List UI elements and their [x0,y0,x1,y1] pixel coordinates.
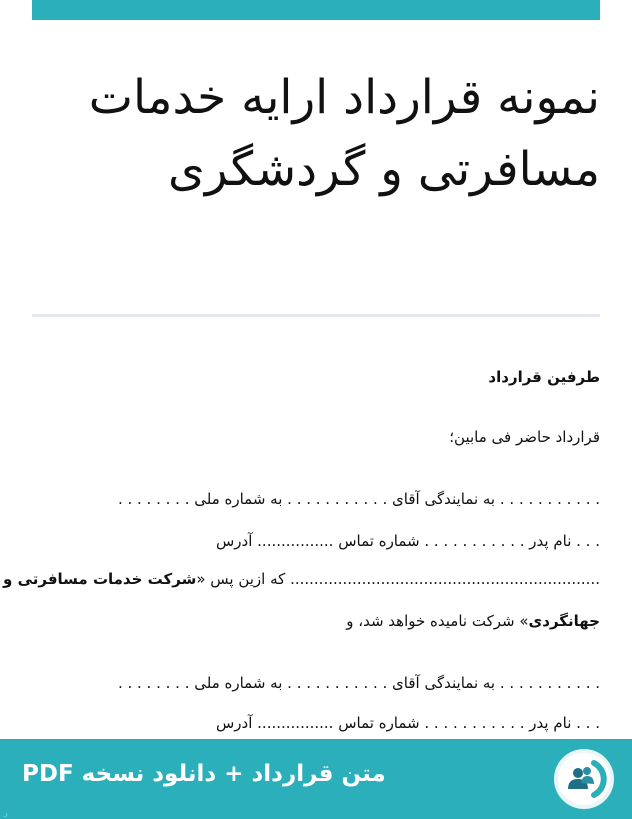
company-name-bold-continued: جهانگردی [528,612,600,630]
party1-line4-text: » شرکت نامیده خواهد شد، و [346,612,529,630]
document-title: نمونه قرارداد ارایه خدمات مسافرتی و گردشگری [88,70,600,197]
corner-mark: ر [4,808,8,817]
people-logo-icon [554,749,614,809]
download-banner-label[interactable]: متن قرارداد + دانلود نسخه PDF [22,761,386,787]
party1-line4 [346,612,600,630]
title-divider [32,314,600,317]
party1-line3 [3,570,600,588]
top-accent-bar [32,0,600,20]
section-heading: طرفین قرارداد [488,368,600,386]
party2-line2: . . . نام پدر . . . . . . . . . . . شماره تماس ................ آدرس [215,714,600,732]
party2-line1: . . . . . . . . . . . به نمایندگی آقای . . . . . . . . . . . به شماره ملی . . . . . . . . [117,674,600,692]
download-banner[interactable] [0,739,632,819]
intro-line: قرارداد حاضر فی مابین؛ [449,428,600,446]
party1-line3-text: ................................................................. که ازین پس « [196,570,600,588]
party1-line1: . . . . . . . . . . . به نمایندگی آقای . . . . . . . . . . . به شماره ملی . . . . . . . . [117,490,600,508]
company-name-bold: شرکت خدمات مسافرتی و [3,570,197,588]
party1-line2: . . . نام پدر . . . . . . . . . . . شماره تماس ................ آدرس [215,532,600,550]
